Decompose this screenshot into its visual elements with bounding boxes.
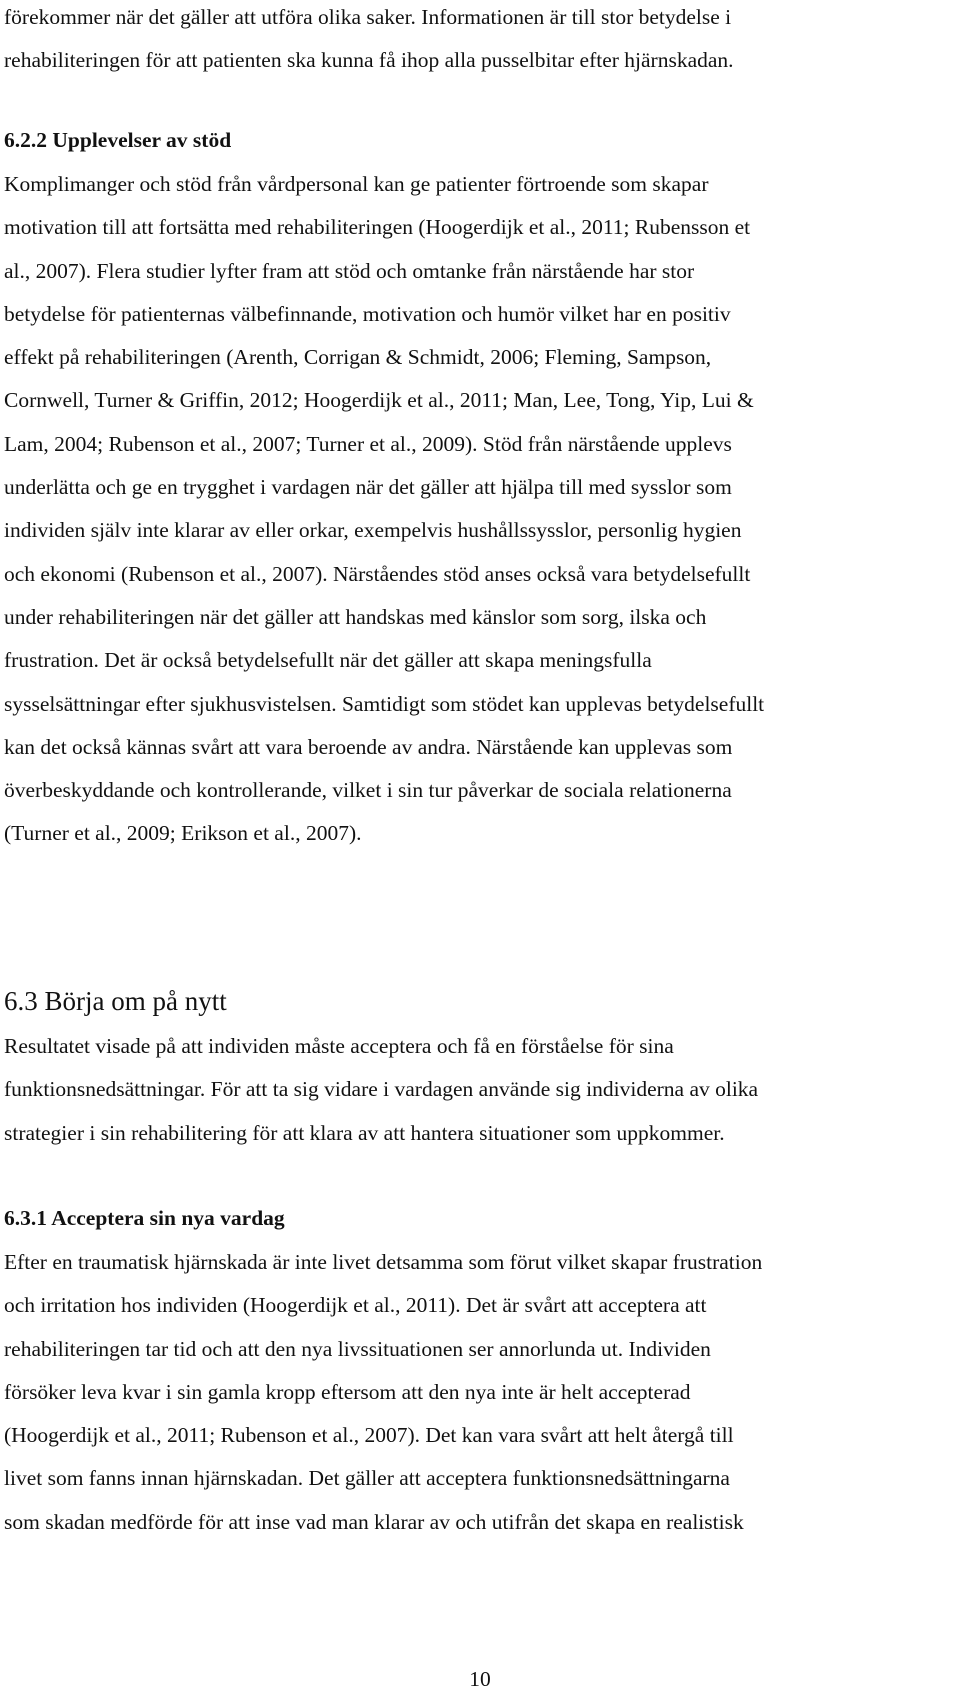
section-6-2-2-paragraph	[4, 163, 764, 856]
paragraph-line: och ekonomi (Rubenson et al., 2007). Närståendes stöd anses också vara betydelsefullt	[4, 561, 751, 586]
paragraph-line: betydelse för patienternas välbefinnande, motivation och humör vilket har en positiv	[4, 301, 731, 326]
paragraph-line: förekommer när det gäller att utföra olika saker. Informationen är till stor betydelse i	[4, 5, 732, 29]
paragraph-line: Cornwell, Turner & Griffin, 2012; Hoogerdijk et al., 2011; Man, Lee, Tong, Yip, Lui &	[4, 388, 754, 413]
paragraph-line: som skadan medförde för att inse vad man klarar av och utifrån det skapa en realistisk	[4, 1509, 744, 1534]
paragraph-line: rehabiliteringen för att patienten ska kunna få ihop alla pusselbitar efter hjärnskadan.	[4, 48, 734, 73]
paragraph-line: effekt på rehabiliteringen (Arenth, Corrigan & Schmidt, 2006; Fleming, Sampson,	[4, 345, 712, 370]
paragraph-line: Lam, 2004; Rubenson et al., 2007; Turner et al., 2009). Stöd från närstående upplevs	[4, 431, 732, 456]
paragraph-line: (Hoogerdijk et al., 2011; Rubenson et al., 2007). Det kan vara svårt att helt återgå till	[4, 1423, 734, 1448]
section-heading-6-3-1: 6.3.1 Acceptera sin nya vardag	[4, 1206, 285, 1230]
paragraph-line: kan det också kännas svårt att vara beroende av andra. Närstående kan upplevas som	[4, 734, 733, 759]
page-number: 10	[469, 1667, 491, 1691]
paragraph-line: strategier i sin rehabilitering för att klara av att hantera situationer som uppkommer.	[4, 1120, 725, 1145]
paragraph-line: försöker leva kvar i sin gamla kropp eftersom att den nya inte är helt accepterad	[4, 1379, 691, 1404]
paragraph-line: livet som fanns innan hjärnskadan. Det gäller att acceptera funktionsnedsättningarna	[4, 1466, 730, 1491]
section-6-3-paragraph	[4, 1025, 758, 1155]
paragraph-line: under rehabiliteringen när det gäller att handskas med känslor som sorg, ilska och	[4, 604, 707, 629]
paragraph-line: sysselsättningar efter sjukhusvistelsen. Samtidigt som stödet kan upplevas betydelsefullt	[4, 691, 765, 716]
section-6-3-1-paragraph	[4, 1241, 762, 1544]
section-heading-6-2-2: 6.2.2 Upplevelser av stöd	[4, 128, 232, 152]
paragraph-line: motivation till att fortsätta med rehabiliteringen (Hoogerdijk et al., 2011; Rubensson et	[4, 215, 751, 240]
paragraph-line: rehabiliteringen tar tid och att den nya livssituationen ser annorlunda ut. Individen	[4, 1336, 711, 1361]
paragraph-line: individen själv inte klarar av eller orkar, exempelvis hushållssysslor, personlig hygien	[4, 518, 742, 543]
paragraph-line: frustration. Det är också betydelsefullt när det gäller att skapa meningsfulla	[4, 648, 652, 673]
paragraph-line: underlätta och ge en trygghet i vardagen när det gäller att hjälpa till med sysslor som	[4, 475, 732, 500]
paragraph-line: Komplimanger och stöd från vårdpersonal kan ge patienter förtroende som skapar	[4, 172, 709, 196]
paragraph-line: och irritation hos individen (Hoogerdijk et al., 2011). Det är svårt att acceptera att	[4, 1293, 707, 1318]
paragraph-line: överbeskyddande och kontrollerande, vilket i sin tur påverkar de sociala relationerna	[4, 778, 732, 803]
paragraph-line: (Turner et al., 2009; Erikson et al., 2007).	[4, 821, 362, 846]
paragraph-line: Resultatet visade på att individen måste acceptera och få en förståelse för sina	[4, 1034, 674, 1058]
paragraph-line: Efter en traumatisk hjärnskada är inte livet detsamma som förut vilket skapar frustration	[4, 1250, 763, 1274]
paragraph-line: al., 2007). Flera studier lyfter fram att stöd och omtanke från närstående har stor	[4, 258, 695, 283]
intro-paragraph	[4, 0, 734, 83]
paragraph-line: funktionsnedsättningar. För att ta sig vidare i vardagen använde sig individerna av olika	[4, 1077, 759, 1102]
section-heading-6-3: 6.3 Börja om på nytt	[4, 986, 227, 1016]
